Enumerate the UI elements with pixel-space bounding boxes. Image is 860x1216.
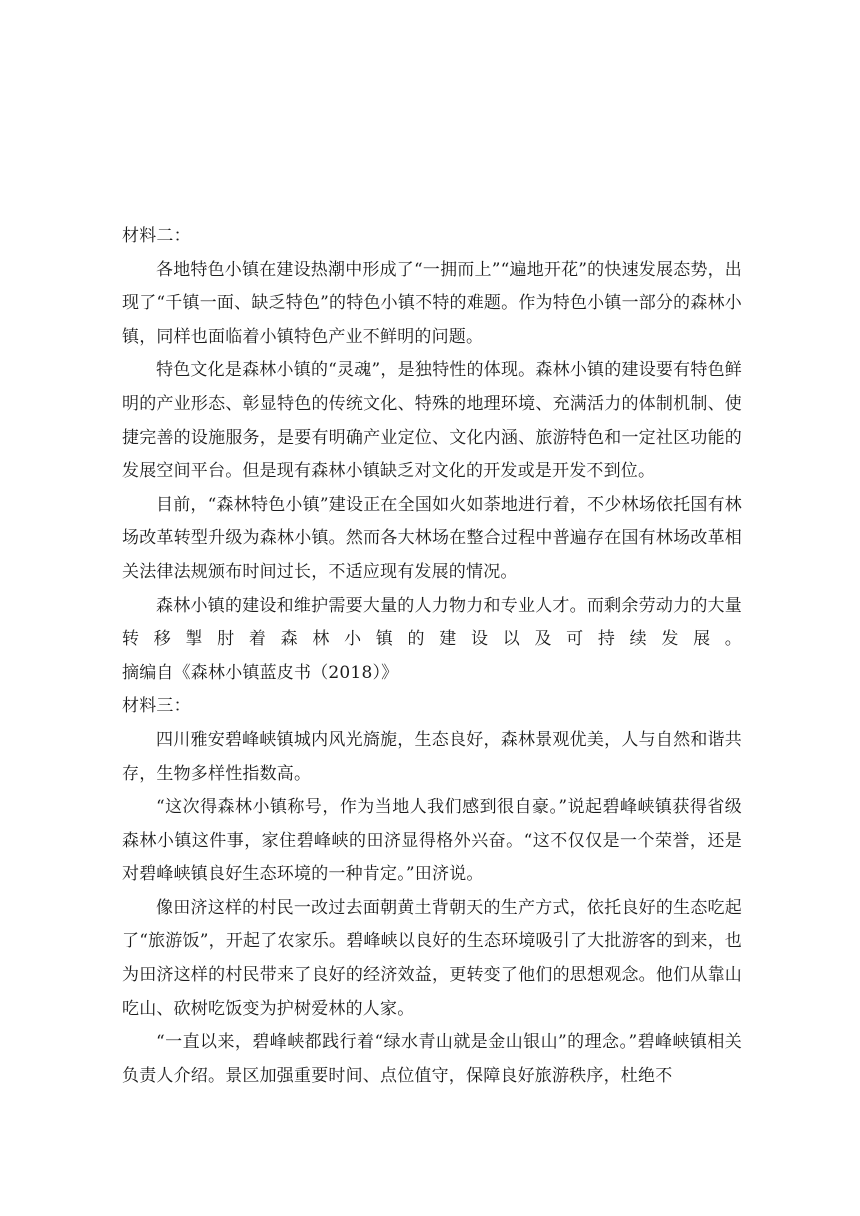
document-body bbox=[122, 220, 742, 1093]
material-two-paragraph-1: 各地特色小镇在建设热潮中形成了“一拥而上”“遍地开花”的快速发展态势，出现了“千镇一面、缺乏特色”的特色小镇不特的难题。作为特色小镇一部分的森林小镇，同样也面临着小镇特色产业不鲜明的问题。 bbox=[122, 259, 742, 347]
material-three-paragraph-1: 四川雅安碧峰峡镇城内风光旖旎，生态良好，森林景观优美，人与自然和谐共存，生物多样性指数高。 bbox=[122, 729, 742, 784]
material-two-paragraph-4 bbox=[122, 590, 742, 691]
material-two-paragraph-4-text: 森林小镇的建设和维护需要大量的人力物力和专业人才。而剩余劳动力的大量转移掣肘着森林小镇的建设以及可持续发展。 bbox=[122, 595, 742, 650]
material-two-paragraph-2: 特色文化是森林小镇的“灵魂”，是独特性的体现。森林小镇的建设要有特色鲜明的产业形态、彰显特色的传统文化、特殊的地理环境、充满活力的体制机制、使捷完善的设施服务，是要有明确产业定位、文化内涵、旅游特色和一定社区功能的发展空间平台。但是现有森林小镇缺乏对文化的开发或是开发不到位。 bbox=[122, 360, 742, 482]
material-three-heading: 材料三： bbox=[122, 696, 191, 717]
material-two-heading: 材料二： bbox=[122, 226, 191, 246]
material-two-source: 摘编自《森林小镇蓝皮书（2018）》 bbox=[122, 662, 399, 683]
material-three-paragraph-4: “一直以来，碧峰峡都践行着“绿水青山就是金山银山”的理念。”碧峰峡镇相关负责人介绍。景区加强重要时间、点位值守，保障良好旅游秩序，杜绝不 bbox=[122, 1032, 742, 1086]
material-three-paragraph-2: “这次得森林小镇称号，作为当地人我们感到很自豪。”说起碧峰峡镇获得省级森林小镇这件事，家住碧峰峡的田济显得格外兴奋。“这不仅仅是一个荣誉，还是对碧峰峡镇良好生态环境的一种肯定。”田济说。 bbox=[122, 797, 742, 885]
material-two-paragraph-3: 目前，“森林特色小镇”建设正在全国如火如荼地进行着，不少林场依托国有林场改革转型升级为森林小镇。然而各大林场在整合过程中普遍存在国有林场改革相关法律法规颁布时间过长，不适应现有发展的情况。 bbox=[122, 494, 742, 582]
material-three-paragraph-3: 像田济这样的村民一改过去面朝黄土背朝天的生产方式，依托良好的生态吃起了“旅游饭”，开起了农家乐。碧峰峡以良好的生态环境吸引了大批游客的到来，也为田济这样的村民带来了良好的经济效益，更转变了他们的思想观念。他们从靠山吃山、砍树吃饭变为护树爱林的人家。 bbox=[122, 897, 742, 1019]
